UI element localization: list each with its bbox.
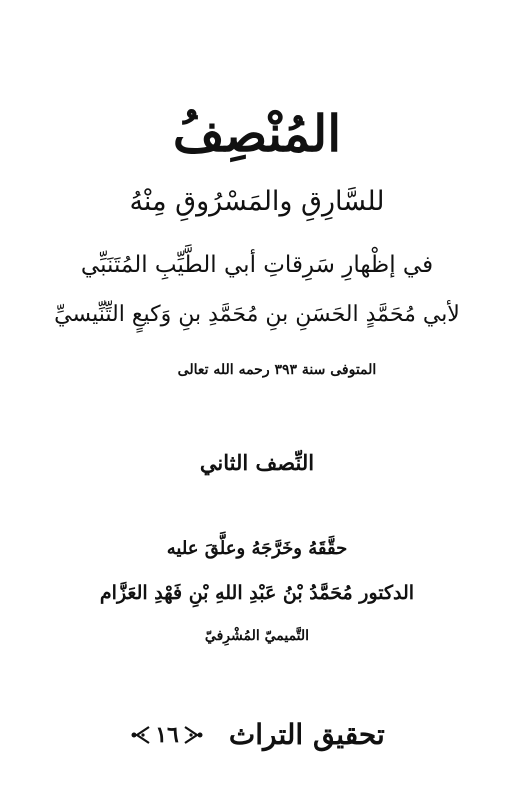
verified-by-line: حقَّقَهُ وخَرَّجَهُ وعلَّقَ عليه — [166, 538, 348, 559]
book-subtitle: للسَّارِقِ والمَسْرُوقِ مِنْهُ — [129, 186, 385, 217]
description-line-2: لأبي مُحَمَّدٍ الحَسَنِ بنِ مُحَمَّدِ بنِ وَكيعٍ التِّنِّيسيِّ — [54, 302, 460, 327]
editor-nisba: التَّميميّ المُشْرِفيّ — [204, 628, 310, 644]
editor-name: الدكتور مُحَمَّدُ بْنُ عَبْدِ اللهِ بْنِ فَهْدِ العَزَّام — [99, 582, 415, 604]
series-number: ١٦ — [155, 721, 179, 748]
series-number-badge — [129, 722, 205, 748]
death-note: المتوفى سنة ٣٩٣ رحمه الله تعالى — [177, 362, 377, 378]
right-ornament-icon — [183, 724, 205, 746]
left-ornament-icon — [129, 724, 151, 746]
description-line-1: في إظْهارِ سَرِقاتِ أبي الطَّيِّبِ المُتَنَبِّي — [80, 252, 434, 278]
part-label: النِّصف الثاني — [199, 450, 315, 475]
series-line — [0, 718, 514, 751]
book-title: المُنْصِفُ — [172, 104, 342, 163]
series-name: تحقيق التراث — [228, 718, 385, 751]
